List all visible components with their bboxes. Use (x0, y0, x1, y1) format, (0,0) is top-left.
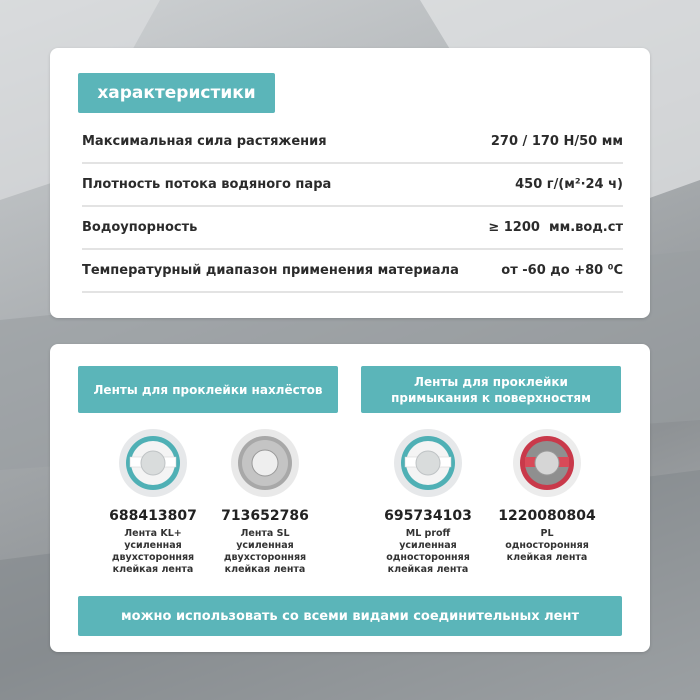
spec-label: Плотность потока водяного пара (82, 176, 332, 192)
spec-value: 450 г/(м²·24 ч) (515, 176, 623, 192)
characteristics-title: характеристики (78, 73, 275, 113)
product-item (371, 428, 485, 576)
spec-value: ≥ 1200 мм.вод.ст (488, 219, 623, 235)
overlap-tapes-heading: Ленты для проклейки нахлёстов (78, 366, 338, 413)
spec-label: Максимальная сила растяжения (82, 133, 327, 149)
product-item (490, 428, 604, 564)
product-code: 713652786 (221, 508, 309, 524)
compatibility-banner: можно использовать со всеми видами соединительных лент (78, 596, 622, 636)
tapes-card (50, 344, 650, 652)
spec-value: от -60 до +80 ⁰С (501, 262, 623, 278)
silver-tape-roll-icon (230, 428, 300, 498)
product-description: Лента KL+ усиленная двухсторонняя клейкая лента (111, 528, 195, 575)
spec-label: Водоупорность (82, 219, 198, 235)
spec-row-temperature (82, 249, 623, 293)
red-tape-roll-icon (512, 428, 582, 498)
spec-row-vapor (82, 163, 623, 207)
product-code: 1220080804 (498, 508, 596, 524)
spec-label: Температурный диапазон применения материала (82, 262, 459, 278)
teal-tape-roll-icon (393, 428, 463, 498)
product-code: 695734103 (384, 508, 472, 524)
product-item (96, 428, 210, 576)
characteristics-card (50, 48, 650, 318)
product-code: 688413807 (109, 508, 197, 524)
spec-value: 270 / 170 Н/50 мм (490, 133, 623, 149)
surface-tapes-heading: Ленты для проклейки примыкания к поверхностям (361, 366, 621, 413)
product-item (208, 428, 322, 576)
product-description: Лента SL усиленная двухсторонняя клейкая лента (223, 528, 307, 575)
teal-tape-roll-icon (118, 428, 188, 498)
spec-row-waterproof (82, 206, 623, 250)
product-description: PL односторонняя клейкая лента (505, 528, 589, 563)
product-description: ML proff усиленная односторонняя клейкая лента (386, 528, 470, 575)
spec-row-tensile (82, 120, 623, 164)
